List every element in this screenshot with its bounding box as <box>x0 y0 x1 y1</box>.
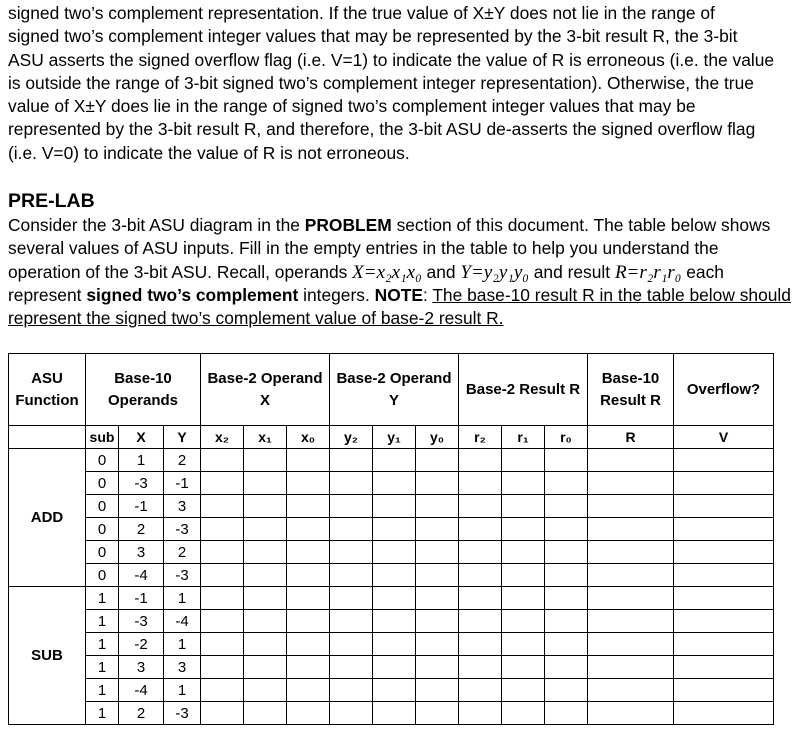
empty-cell[interactable] <box>373 633 416 656</box>
underlined-text: The base-10 result R in the table below should <box>432 284 791 305</box>
math-x: X=x₂x₁x₀ <box>352 261 422 283</box>
empty-cell[interactable] <box>373 610 416 633</box>
empty-cell[interactable] <box>201 518 244 541</box>
empty-cell[interactable] <box>373 518 416 541</box>
empty-cell[interactable] <box>373 656 416 679</box>
subheader-y0: y₀ <box>416 426 459 449</box>
note-label: NOTE <box>374 284 423 305</box>
empty-cell[interactable] <box>373 587 416 610</box>
empty-cell[interactable] <box>330 610 373 633</box>
empty-cell[interactable] <box>459 633 502 656</box>
empty-cell[interactable] <box>416 564 459 587</box>
empty-cell[interactable] <box>201 679 244 702</box>
text: integers. <box>298 284 375 305</box>
subheader-y1: y₁ <box>373 426 416 449</box>
empty-cell[interactable] <box>459 472 502 495</box>
header-overflow: Overflow? <box>674 354 774 426</box>
sub-cell: 1 <box>86 702 119 725</box>
table-row <box>9 518 774 541</box>
empty-cell[interactable] <box>416 449 459 472</box>
empty-cell[interactable] <box>416 633 459 656</box>
subheader-blank <box>9 426 86 449</box>
text: section of this document. The table below shows <box>391 215 771 235</box>
empty-cell[interactable] <box>545 656 588 679</box>
sub-cell: 0 <box>86 518 119 541</box>
sub-cell: 1 <box>86 610 119 633</box>
empty-cell[interactable] <box>416 610 459 633</box>
empty-cell[interactable] <box>373 541 416 564</box>
subheader-x: X <box>119 426 164 449</box>
empty-cell[interactable] <box>588 541 674 564</box>
text: Consider the 3-bit ASU diagram in the <box>8 215 305 235</box>
sub-cell: 0 <box>86 472 119 495</box>
x-cell: 2 <box>119 518 164 541</box>
text: operation of the 3-bit ASU. Recall, operands <box>8 261 353 282</box>
text: and <box>421 261 461 282</box>
empty-cell[interactable] <box>545 633 588 656</box>
empty-cell[interactable] <box>416 679 459 702</box>
intro-line: signed two’s complement representation. If the true value of X±Y does not lie in the range of <box>8 3 715 23</box>
empty-cell[interactable] <box>459 656 502 679</box>
prelab-heading: PRE-LAB <box>8 190 95 212</box>
empty-cell[interactable] <box>545 518 588 541</box>
empty-cell[interactable] <box>287 610 330 633</box>
header-result-r2: Base-2 Result R <box>459 354 588 426</box>
x-cell: -4 <box>119 679 164 702</box>
empty-cell[interactable] <box>502 518 545 541</box>
table-row <box>9 679 774 702</box>
subheader-row <box>9 426 774 449</box>
empty-cell[interactable] <box>201 610 244 633</box>
header-operand-x: Base-2 Operand X <box>201 354 330 426</box>
empty-cell[interactable] <box>287 472 330 495</box>
empty-cell[interactable] <box>545 472 588 495</box>
empty-cell[interactable] <box>287 495 330 518</box>
x-cell: -1 <box>119 587 164 610</box>
empty-cell[interactable] <box>244 702 287 725</box>
empty-cell[interactable] <box>674 449 774 472</box>
empty-cell[interactable] <box>244 495 287 518</box>
sub-cell: 1 <box>86 587 119 610</box>
empty-cell[interactable] <box>674 472 774 495</box>
text: represent <box>8 284 87 305</box>
table-row <box>9 702 774 725</box>
empty-cell[interactable] <box>416 702 459 725</box>
x-cell: 3 <box>119 541 164 564</box>
empty-cell[interactable] <box>330 472 373 495</box>
empty-cell[interactable] <box>287 656 330 679</box>
empty-cell[interactable] <box>459 610 502 633</box>
empty-cell[interactable] <box>502 564 545 587</box>
prelab-line-4 <box>8 284 798 307</box>
empty-cell[interactable] <box>330 564 373 587</box>
empty-cell[interactable] <box>502 449 545 472</box>
table-row <box>9 610 774 633</box>
subheader-r2: r₂ <box>459 426 502 449</box>
empty-cell[interactable] <box>545 610 588 633</box>
subheader-sub: sub <box>86 426 119 449</box>
function-cell-add: ADD <box>9 449 86 587</box>
empty-cell[interactable] <box>416 518 459 541</box>
y-cell: -1 <box>164 472 201 495</box>
y-cell: 1 <box>164 633 201 656</box>
sub-cell: 0 <box>86 541 119 564</box>
empty-cell[interactable] <box>502 633 545 656</box>
empty-cell[interactable] <box>330 587 373 610</box>
empty-cell[interactable] <box>674 633 774 656</box>
empty-cell[interactable] <box>373 702 416 725</box>
prelab-line-5: represent the signed two’s complement value of base-2 result R. <box>8 308 504 329</box>
empty-cell[interactable] <box>459 702 502 725</box>
empty-cell[interactable] <box>502 656 545 679</box>
subheader-r1: r₁ <box>502 426 545 449</box>
empty-cell[interactable] <box>502 472 545 495</box>
empty-cell[interactable] <box>588 587 674 610</box>
asu-table <box>8 353 774 725</box>
table-row <box>9 587 774 610</box>
empty-cell[interactable] <box>588 449 674 472</box>
table-row <box>9 472 774 495</box>
prelab-paragraph <box>8 214 798 330</box>
header-operand-y: Base-2 Operand Y <box>330 354 459 426</box>
empty-cell[interactable] <box>502 495 545 518</box>
empty-cell[interactable] <box>502 587 545 610</box>
empty-cell[interactable] <box>459 564 502 587</box>
empty-cell[interactable] <box>244 656 287 679</box>
empty-cell[interactable] <box>201 449 244 472</box>
subheader-y2: y₂ <box>330 426 373 449</box>
prelab-line-3 <box>8 261 798 284</box>
empty-cell[interactable] <box>287 564 330 587</box>
subheader-x0: x₀ <box>287 426 330 449</box>
header-function: ASU Function <box>9 354 86 426</box>
empty-cell[interactable] <box>244 610 287 633</box>
empty-cell[interactable] <box>201 656 244 679</box>
empty-cell[interactable] <box>330 633 373 656</box>
sub-cell: 0 <box>86 495 119 518</box>
table-row <box>9 564 774 587</box>
x-cell: 3 <box>119 656 164 679</box>
x-cell: -3 <box>119 610 164 633</box>
empty-cell[interactable] <box>674 541 774 564</box>
sub-cell: 1 <box>86 633 119 656</box>
empty-cell[interactable] <box>244 679 287 702</box>
y-cell: 1 <box>164 679 201 702</box>
y-cell: 1 <box>164 587 201 610</box>
empty-cell[interactable] <box>674 679 774 702</box>
empty-cell[interactable] <box>545 702 588 725</box>
sub-cell: 0 <box>86 449 119 472</box>
y-cell: 3 <box>164 656 201 679</box>
prelab-line-1 <box>8 214 798 237</box>
empty-cell[interactable] <box>588 495 674 518</box>
intro-line: (i.e. V=0) to indicate the value of R is not erroneous. <box>8 142 410 163</box>
empty-cell[interactable] <box>244 472 287 495</box>
empty-cell[interactable] <box>244 564 287 587</box>
y-cell: -3 <box>164 564 201 587</box>
empty-cell[interactable] <box>545 495 588 518</box>
empty-cell[interactable] <box>459 587 502 610</box>
intro-paragraph <box>8 2 798 165</box>
intro-line: ASU asserts the signed overflow flag (i.e. V=1) to indicate the value of R is erroneous (i.e. the value <box>8 49 775 70</box>
empty-cell[interactable] <box>287 679 330 702</box>
empty-cell[interactable] <box>502 541 545 564</box>
empty-cell[interactable] <box>502 679 545 702</box>
empty-cell[interactable] <box>674 518 774 541</box>
empty-cell[interactable] <box>588 633 674 656</box>
subheader-r0: r₀ <box>545 426 588 449</box>
empty-cell[interactable] <box>674 702 774 725</box>
empty-cell[interactable] <box>330 656 373 679</box>
sub-cell: 1 <box>86 656 119 679</box>
empty-cell[interactable] <box>287 541 330 564</box>
prelab-line-2: several values of ASU inputs. Fill in the empty entries in the table to help you understand the <box>8 238 719 259</box>
header-result-r10: Base-10 Result R <box>588 354 674 426</box>
empty-cell[interactable] <box>674 564 774 587</box>
empty-cell[interactable] <box>330 495 373 518</box>
x-cell: 2 <box>119 702 164 725</box>
x-cell: -3 <box>119 472 164 495</box>
empty-cell[interactable] <box>588 518 674 541</box>
empty-cell[interactable] <box>373 449 416 472</box>
bold-text: signed two’s complement <box>86 284 299 305</box>
empty-cell[interactable] <box>201 587 244 610</box>
empty-cell[interactable] <box>459 679 502 702</box>
empty-cell[interactable] <box>416 541 459 564</box>
empty-cell[interactable] <box>287 587 330 610</box>
intro-line: represented by the 3-bit result R, and therefore, the 3-bit ASU de-asserts the signed overflow flag <box>8 119 756 140</box>
empty-cell[interactable] <box>588 679 674 702</box>
y-cell: -4 <box>164 610 201 633</box>
empty-cell[interactable] <box>545 541 588 564</box>
intro-line: value of X±Y does lie in the range of signed two’s complement integer values that may be <box>8 96 696 117</box>
empty-cell[interactable] <box>287 518 330 541</box>
empty-cell[interactable] <box>287 633 330 656</box>
empty-cell[interactable] <box>244 518 287 541</box>
empty-cell[interactable] <box>201 633 244 656</box>
empty-cell[interactable] <box>416 495 459 518</box>
empty-cell[interactable] <box>287 449 330 472</box>
table-row <box>9 495 774 518</box>
table-row <box>9 656 774 679</box>
intro-line: signed two’s complement integer values that may be represented by the 3-bit result R, the 3-bit <box>8 26 738 47</box>
empty-cell[interactable] <box>588 702 674 725</box>
function-cell-sub: SUB <box>9 587 86 725</box>
empty-cell[interactable] <box>502 610 545 633</box>
empty-cell[interactable] <box>416 656 459 679</box>
subheader-y: Y <box>164 426 201 449</box>
empty-cell[interactable] <box>244 633 287 656</box>
y-cell: 2 <box>164 541 201 564</box>
y-cell: 3 <box>164 495 201 518</box>
empty-cell[interactable] <box>373 495 416 518</box>
empty-cell[interactable] <box>545 587 588 610</box>
empty-cell[interactable] <box>244 541 287 564</box>
empty-cell[interactable] <box>201 702 244 725</box>
empty-cell[interactable] <box>674 610 774 633</box>
text: : <box>422 284 433 305</box>
empty-cell[interactable] <box>545 564 588 587</box>
empty-cell[interactable] <box>545 449 588 472</box>
empty-cell[interactable] <box>459 518 502 541</box>
empty-cell[interactable] <box>330 518 373 541</box>
empty-cell[interactable] <box>588 472 674 495</box>
math-r: R=r₂r₁r₀ <box>614 261 682 283</box>
empty-cell[interactable] <box>244 449 287 472</box>
sub-cell: 1 <box>86 679 119 702</box>
table-row <box>9 541 774 564</box>
asu-table-body <box>9 449 774 725</box>
empty-cell[interactable] <box>459 449 502 472</box>
empty-cell[interactable] <box>330 449 373 472</box>
empty-cell[interactable] <box>502 702 545 725</box>
empty-cell[interactable] <box>674 495 774 518</box>
empty-cell[interactable] <box>201 541 244 564</box>
empty-cell[interactable] <box>201 472 244 495</box>
text: and result <box>528 261 615 282</box>
y-cell: 2 <box>164 449 201 472</box>
bold-text: PROBLEM <box>304 215 392 235</box>
x-cell: -2 <box>119 633 164 656</box>
header-operands10: Base-10 Operands <box>86 354 201 426</box>
empty-cell[interactable] <box>330 679 373 702</box>
y-cell: -3 <box>164 518 201 541</box>
subheader-v: V <box>674 426 774 449</box>
empty-cell[interactable] <box>545 679 588 702</box>
x-cell: -1 <box>119 495 164 518</box>
table-row <box>9 449 774 472</box>
intro-line: is outside the range of 3-bit signed two’s complement integer representation). Otherwise, the true <box>8 72 754 93</box>
empty-cell[interactable] <box>416 472 459 495</box>
empty-cell[interactable] <box>674 656 774 679</box>
empty-cell[interactable] <box>201 564 244 587</box>
empty-cell[interactable] <box>373 564 416 587</box>
subheader-x2: x₂ <box>201 426 244 449</box>
subheader-r10: R <box>588 426 674 449</box>
text: each <box>681 261 724 282</box>
x-cell: -4 <box>119 564 164 587</box>
empty-cell[interactable] <box>201 495 244 518</box>
empty-cell[interactable] <box>330 702 373 725</box>
empty-cell[interactable] <box>330 541 373 564</box>
x-cell: 1 <box>119 449 164 472</box>
math-y: Y=y₂y₁y₀ <box>460 261 529 283</box>
empty-cell[interactable] <box>373 679 416 702</box>
y-cell: -3 <box>164 702 201 725</box>
empty-cell[interactable] <box>588 564 674 587</box>
empty-cell[interactable] <box>459 541 502 564</box>
sub-cell: 0 <box>86 564 119 587</box>
empty-cell[interactable] <box>373 472 416 495</box>
empty-cell[interactable] <box>674 587 774 610</box>
subheader-x1: x₁ <box>244 426 287 449</box>
empty-cell[interactable] <box>588 610 674 633</box>
empty-cell[interactable] <box>588 656 674 679</box>
empty-cell[interactable] <box>416 587 459 610</box>
empty-cell[interactable] <box>459 495 502 518</box>
empty-cell[interactable] <box>244 587 287 610</box>
table-row <box>9 633 774 656</box>
empty-cell[interactable] <box>287 702 330 725</box>
